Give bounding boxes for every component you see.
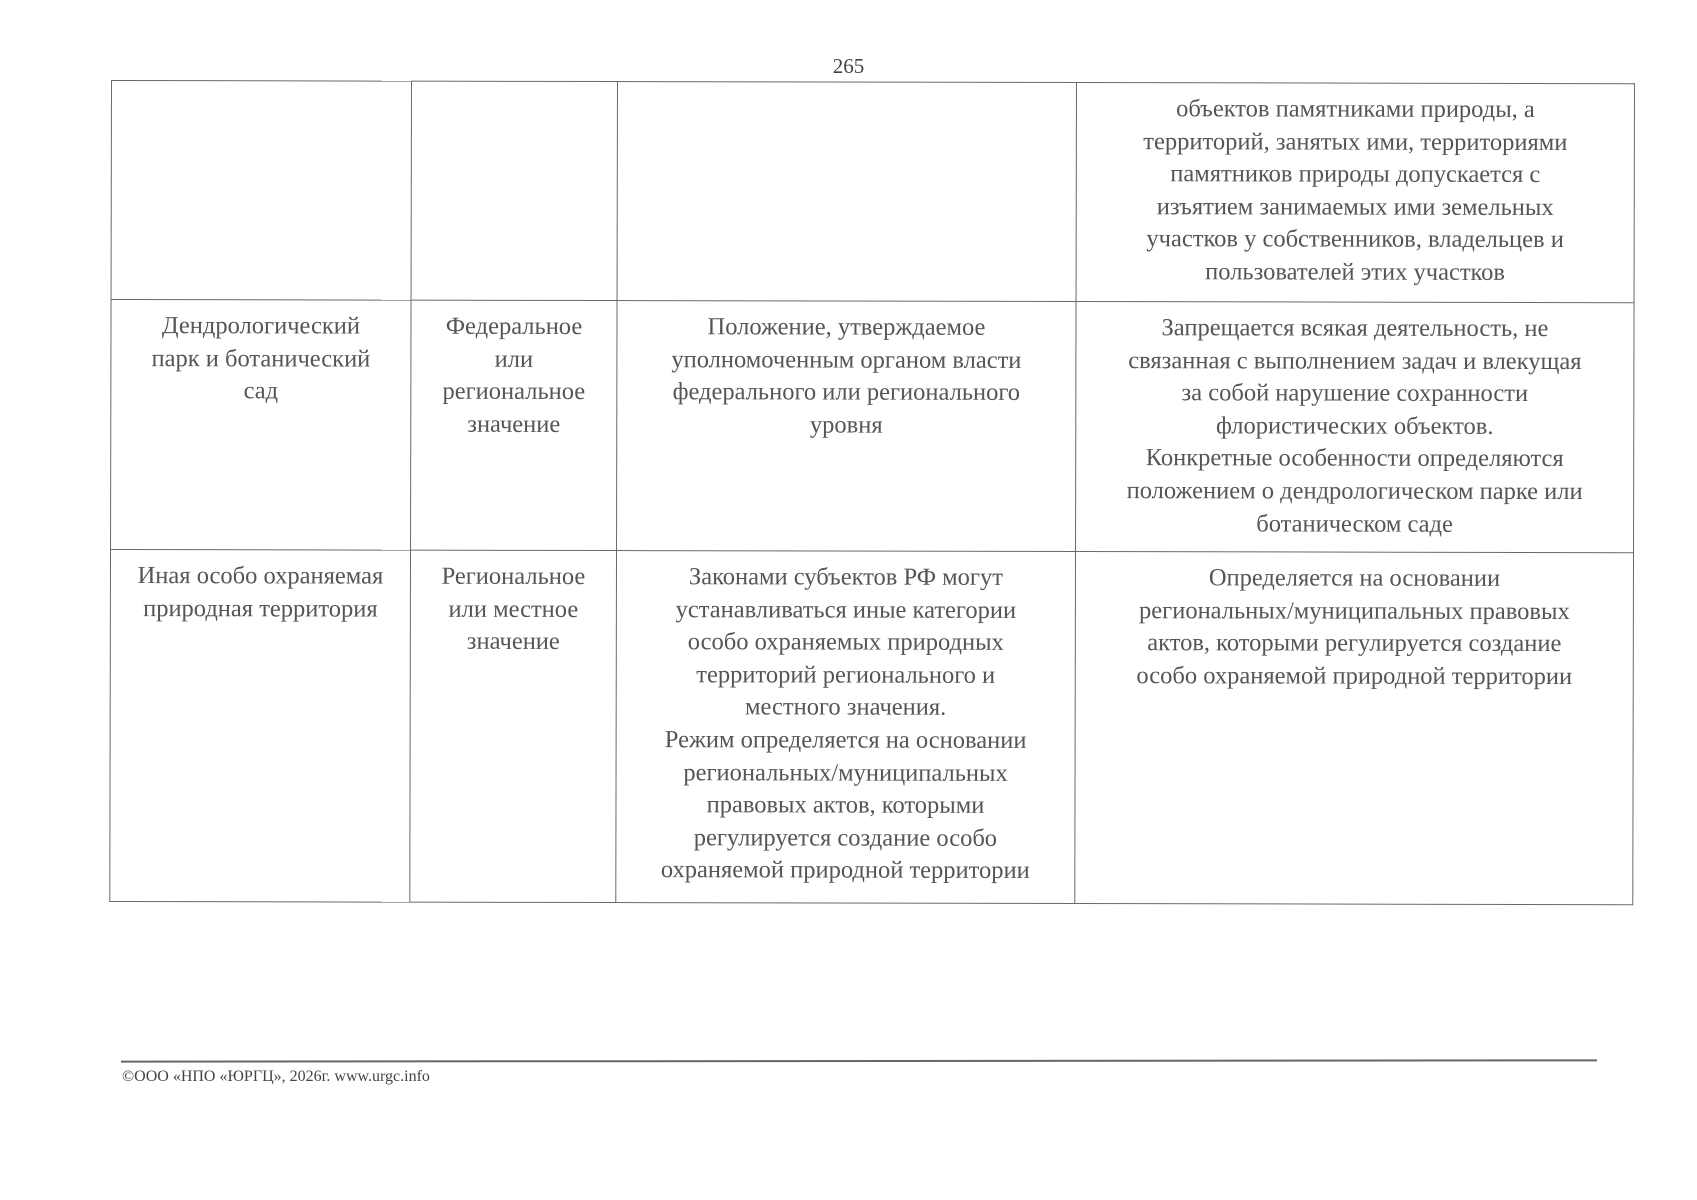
table-cell	[411, 81, 617, 300]
cell-text: объектов памятниками природы, а территорий, занятых ими, территориями памятников природы допускается с изъятием занимаемых ими земельных участков у собственников, владельцев и пользователей этих участков	[1143, 95, 1568, 286]
table-cell	[1076, 302, 1635, 553]
table-row	[110, 550, 1634, 905]
table-cell	[616, 551, 1076, 904]
cell-text: Региональное или местное значение	[441, 562, 586, 656]
table-cell	[1075, 552, 1634, 905]
page-number: 265	[832, 54, 865, 78]
regulations-table	[109, 80, 1635, 905]
footer-divider	[121, 1059, 1597, 1062]
table-cell	[111, 300, 412, 551]
cell-text: Иная особо охраняемая природная территория	[137, 562, 384, 623]
table-cell	[617, 82, 1076, 302]
table-cell	[617, 301, 1077, 552]
cell-text: Запрещается всякая деятельность, не связанная с выполнением задач и влекущая за собой нарушение сохранности флористических объектов. Конкретные особенности определяются положением о дендрологическом парке или ботаническом саде	[1126, 314, 1583, 538]
cell-text: Дендрологический парк и ботанический сад	[151, 312, 371, 405]
cell-text: Определяется на основании региональных/муниципальных правовых актов, которыми регулируется создание особо охраняемой природной территории	[1136, 564, 1573, 690]
table-cell	[1076, 83, 1634, 303]
table-cell	[410, 550, 617, 902]
cell-text: Федеральное или региональное значение	[442, 312, 586, 438]
table-cell	[411, 300, 618, 550]
footer-copyright: ©ООО «НПО «ЮРГЦ», 2026г. www.urgc.info	[122, 1068, 430, 1085]
cell-text: Положение, утверждаемое уполномоченным органом власти федерального или регионального уровня	[671, 313, 1022, 439]
cell-text	[625, 92, 1069, 93]
cell-text: Законами субъектов РФ могут устанавливаться иные категории особо охраняемых природных территорий регионального и местного значения. Режим определяется на основании региональных/муниципальных правовых актов, которыми регулируется создание особо охраняемой природной территории	[660, 563, 1030, 885]
table-cell	[110, 550, 411, 903]
table-row	[111, 81, 1634, 303]
cell-text	[119, 91, 404, 92]
table-cell	[111, 81, 411, 301]
table-row	[111, 300, 1635, 553]
